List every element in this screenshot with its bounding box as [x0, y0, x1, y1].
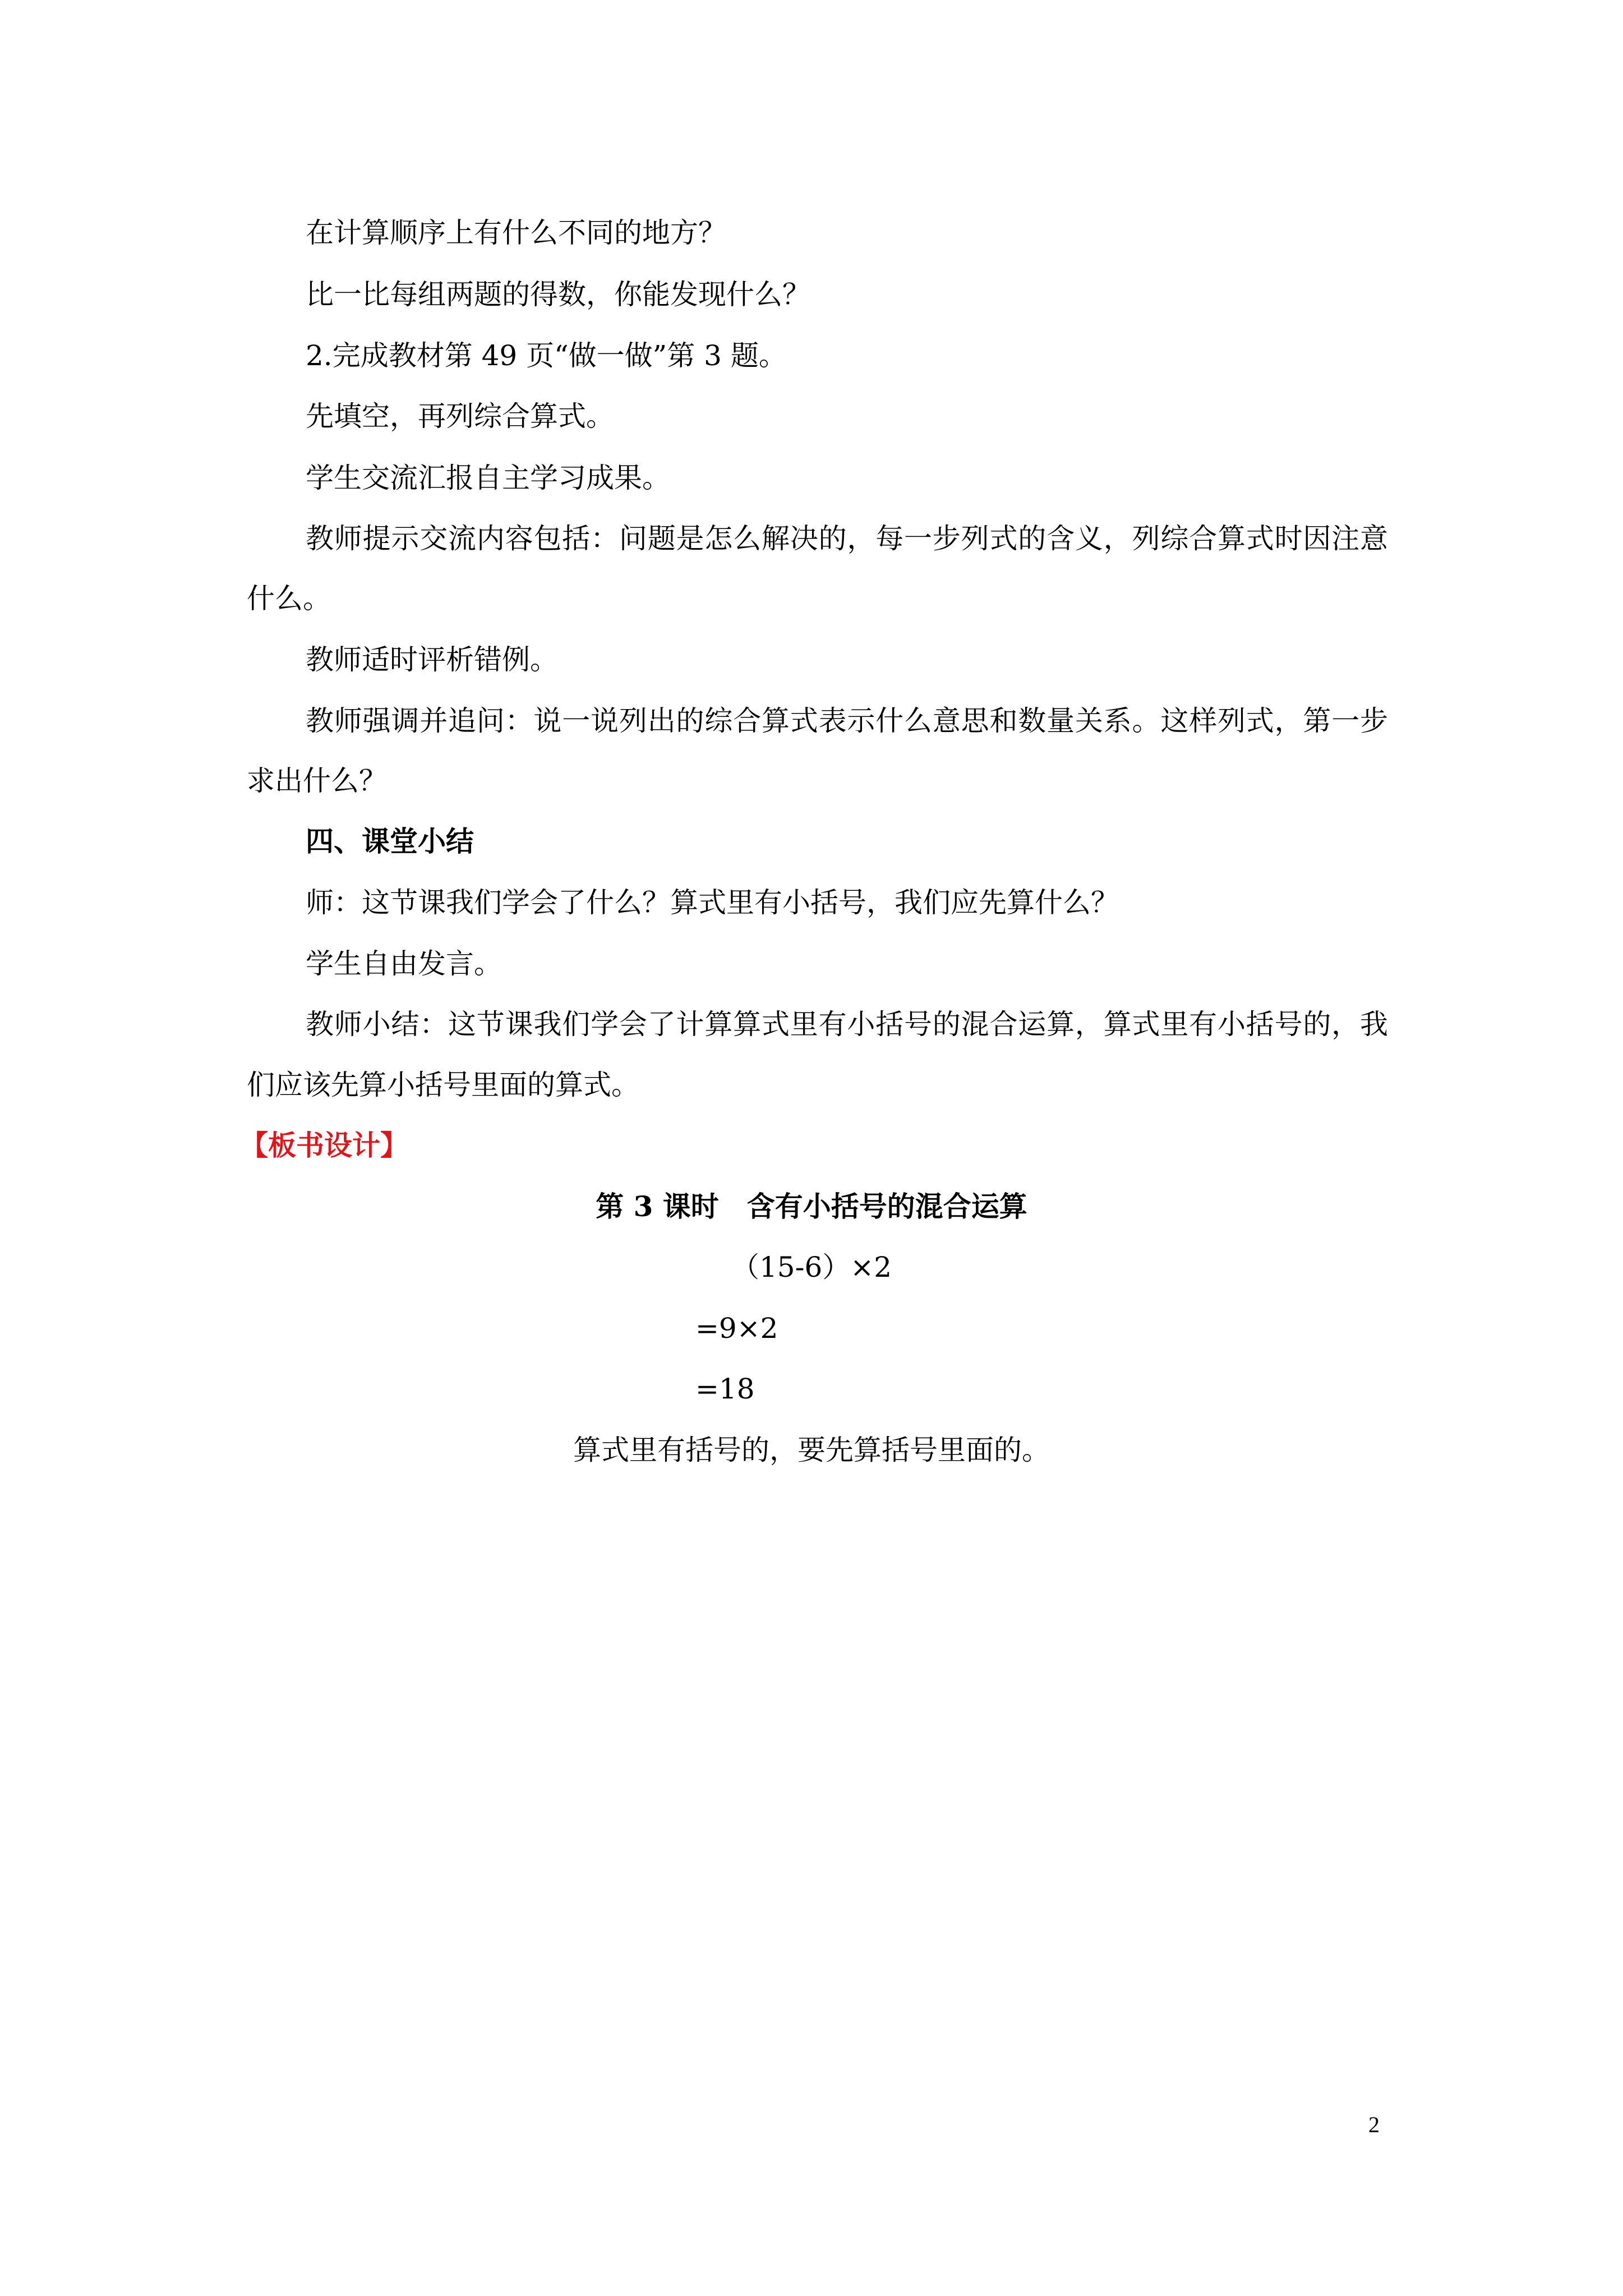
summary-teacher-conclusion-line1: 教师小结：这节课我们学会了计算算式里有小括号的混合运算，算式里有小括号的，我 — [306, 1008, 1388, 1041]
board-rule: 算式里有括号的，要先算括号里面的。 — [573, 1434, 1050, 1466]
paragraph-calc-order: 在计算顺序上有什么不同的地方？ — [306, 217, 726, 249]
summary-teacher-question: 师：这节课我们学会了什么？算式里有小括号，我们应先算什么？ — [306, 886, 1119, 919]
paragraph-teacher-prompt-line1: 教师提示交流内容包括：问题是怎么解决的，每一步列式的含义，列综合算式时因注意 — [306, 522, 1388, 555]
paragraph-compare-results: 比一比每组两题的得数，你能发现什么？ — [306, 278, 810, 311]
paragraph-fill-in: 先填空，再列综合算式。 — [306, 400, 614, 432]
section-heading-summary: 四、课堂小结 — [306, 825, 474, 858]
paragraph-student-report: 学生交流汇报自主学习成果。 — [306, 462, 670, 494]
board-design-label: 【板书设计】 — [240, 1129, 408, 1162]
paragraph-teacher-emphasis-line2: 求出什么？ — [247, 765, 387, 797]
page-number: 2 — [1368, 2112, 1380, 2137]
summary-teacher-conclusion-line2: 们应该先算小括号里面的算式。 — [247, 1069, 639, 1101]
paragraph-teacher-emphasis-line1: 教师强调并追问：说一说列出的综合算式表示什么意思和数量关系。这样列式，第一步 — [306, 705, 1388, 737]
board-step-2: =18 — [695, 1373, 755, 1405]
paragraph-teacher-prompt-line2: 什么。 — [247, 582, 331, 615]
board-expression: （15-6）×2 — [731, 1251, 892, 1283]
board-design-title: 第 3 课时 含有小括号的混合运算 — [596, 1190, 1027, 1223]
board-step-1: =9×2 — [695, 1312, 778, 1345]
summary-students-speak: 学生自由发言。 — [306, 947, 502, 980]
paragraph-error-analysis: 教师适时评析错例。 — [306, 643, 558, 676]
paragraph-textbook-exercise: 2.完成教材第 49 页“做一做”第 3 题。 — [306, 339, 787, 372]
